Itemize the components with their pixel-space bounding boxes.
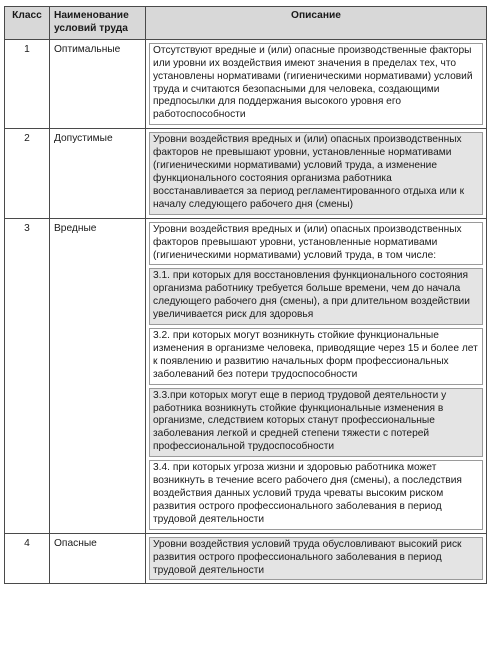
- subclass-description: 3.3.при которых могут еще в период трудовой деятельности у работника возникнуть стойкие функциональные изменения в организме, следствием которых станут профессиональные заболевания легкой и средней степени тяжести с потерей профессиональной трудоспособности: [149, 388, 483, 458]
- subclass-description: 3.2. при которых могут возникнуть стойкие функциональные изменения в организме человека, приводящие через 15 и более лет к появлению и развитию начальных форм профессиональных заболеваний без потери трудоспособности: [149, 328, 483, 385]
- row-description-cell: [146, 39, 487, 128]
- row-description-cell: [146, 129, 487, 218]
- row-name: Вредные: [50, 218, 146, 533]
- subclass-description: 3.1. при которых для восстановления функционального состояния организма работнику требуется больше времени, чем до начала следующего рабочего дня (смены), а при длительном воздействии увеличивается риск для здоровья: [149, 268, 483, 325]
- header-class: Класс: [5, 7, 50, 40]
- row-description: Уровни воздействия вредных и (или) опасных производственных факторов превышают уровни, установленные нормативами (гигиеническими нормативами) условий труда, в том числе:: [149, 222, 483, 266]
- working-conditions-table: [4, 6, 487, 584]
- row-class: 1: [5, 39, 50, 128]
- table-row: [5, 218, 487, 533]
- row-description: Отсутствуют вредные и (или) опасные производственные факторы или уровни их воздействия имеют значения в пределах тех, что установлены нормативами (гигиеническими нормативами) условий труда и считаются безопасными для человека, создающими предпосылки для поддержания высокого уровня его работоспособности: [149, 43, 483, 125]
- row-description-cell: [146, 218, 487, 533]
- table-row: [5, 39, 487, 128]
- subclass-description: 3.4. при которых угроза жизни и здоровью работника может возникнуть в течение всего рабочего дня (смены), а последствия воздействия данных условий труда чреваты высоким риском развития острого профессионального заболевания в период трудовой деятельности: [149, 460, 483, 530]
- header-name: Наименование условий труда: [50, 7, 146, 40]
- row-class: 3: [5, 218, 50, 533]
- row-description: Уровни воздействия условий труда обусловливают высокий риск развития острого профессионального заболевания в период трудовой деятельности: [149, 537, 483, 581]
- row-name: Опасные: [50, 533, 146, 584]
- table-row: [5, 129, 487, 218]
- row-description: Уровни воздействия вредных и (или) опасных производственных факторов не превышают уровни, установленные нормативами (гигиеническими нормативами) условий труда, а изменение функционального состояния организма работника восстанавливается за период регламентированного отдыха или к началу следующего рабочего дня (смены): [149, 132, 483, 214]
- row-description-cell: [146, 533, 487, 584]
- row-name: Допустимые: [50, 129, 146, 218]
- table-row: [5, 533, 487, 584]
- table-header-row: [5, 7, 487, 40]
- row-class: 4: [5, 533, 50, 584]
- header-description: Описание: [146, 7, 487, 40]
- row-name: Оптимальные: [50, 39, 146, 128]
- row-class: 2: [5, 129, 50, 218]
